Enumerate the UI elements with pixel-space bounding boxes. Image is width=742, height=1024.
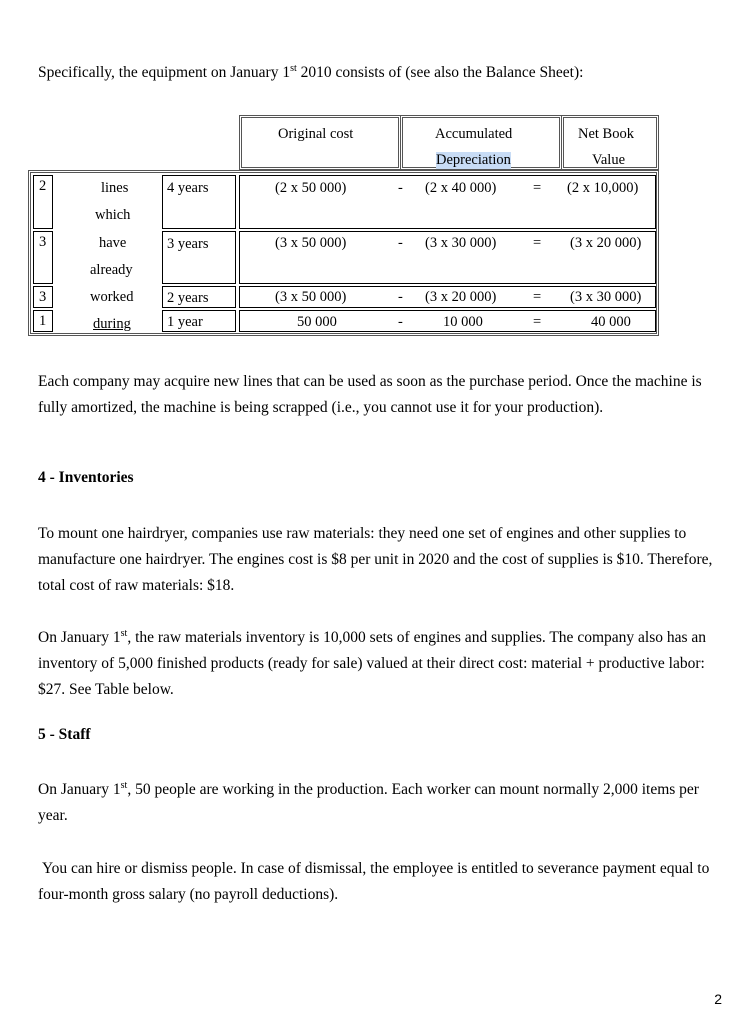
depreciation-value: 10 000 — [443, 314, 483, 330]
paragraph-staff: On January 1st, 50 people are working in the production. Each worker can mount normally 2,000 items per year. — [38, 779, 699, 824]
intro-text: Specifically, the equipment on January 1st 2010 consists of (see also the Balance Sheet): — [38, 62, 584, 81]
depreciation-value: (2 x 40 000) — [425, 180, 497, 196]
header-net-book-value: Net Book Value — [561, 115, 659, 170]
depreciation-value: (3 x 30 000) — [425, 235, 497, 251]
count-cell: 3 — [33, 286, 53, 308]
count-cell: 3 — [33, 231, 53, 284]
count-cell: 1 — [33, 310, 53, 332]
header-original-cost: Original cost — [239, 115, 401, 170]
minus-sign: - — [398, 180, 403, 196]
duration-cell: 3 years — [162, 231, 236, 284]
net-book-value: (3 x 20 000) — [570, 235, 642, 251]
desc-word: worked — [90, 289, 134, 305]
equals-sign: = — [533, 289, 542, 305]
desc-word: which — [95, 207, 131, 223]
minus-sign: - — [398, 235, 403, 251]
count-cell: 2 — [33, 175, 53, 229]
desc-word: have — [99, 235, 127, 251]
net-book-value: 40 000 — [591, 314, 631, 330]
duration-cell: 4 years — [162, 175, 236, 229]
equals-sign: = — [533, 314, 542, 330]
original-cost-value: (3 x 50 000) — [275, 235, 347, 251]
duration-cell: 2 years — [162, 286, 236, 308]
original-cost-value: (3 x 50 000) — [275, 289, 347, 305]
paragraph-new-lines: Each company may acquire new lines that can be used as soon as the purchase period. Once the machine is fully amortized, the machine is being scrapped (i.e., you cannot use it for your production). — [38, 373, 702, 416]
desc-word: lines — [101, 180, 129, 196]
original-cost-value: (2 x 50 000) — [275, 180, 347, 196]
depreciation-value: (3 x 20 000) — [425, 289, 497, 305]
header-accumulated-depreciation: Accumulated Depreciation — [400, 115, 562, 170]
paragraph-inventory: On January 1st, the raw materials inventory is 10,000 sets of engines and supplies. The company also has an inventory of 5,000 finished products (ready for sale) valued at their direct cost: material + productive labor: $27. See Table below. — [38, 627, 707, 698]
page-number: 2 — [714, 991, 722, 1007]
section-heading-staff: 5 - Staff — [38, 726, 91, 743]
desc-word: during — [93, 316, 131, 332]
paragraph-raw-materials: To mount one hairdryer, companies use raw materials: they need one set of engines and other supplies to manufacture one hairdryer. The engines cost is $8 per unit in 2020 and the cost of supplies is $10. Therefore, total cost of raw materials: $18. — [38, 525, 713, 594]
paragraph-hire-dismiss: You can hire or dismiss people. In case of dismissal, the employee is entitled to severance payment equal to four-month gross salary (no payroll deductions). — [38, 860, 710, 903]
section-heading-inventories: 4 - Inventories — [38, 469, 134, 486]
net-book-value: (2 x 10,000) — [567, 180, 639, 196]
original-cost-value: 50 000 — [297, 314, 337, 330]
duration-cell: 1 year — [162, 310, 236, 332]
net-book-value: (3 x 30 000) — [570, 289, 642, 305]
equals-sign: = — [533, 180, 542, 196]
minus-sign: - — [398, 289, 403, 305]
equals-sign: = — [533, 235, 542, 251]
minus-sign: - — [398, 314, 403, 330]
desc-word: already — [90, 262, 133, 278]
